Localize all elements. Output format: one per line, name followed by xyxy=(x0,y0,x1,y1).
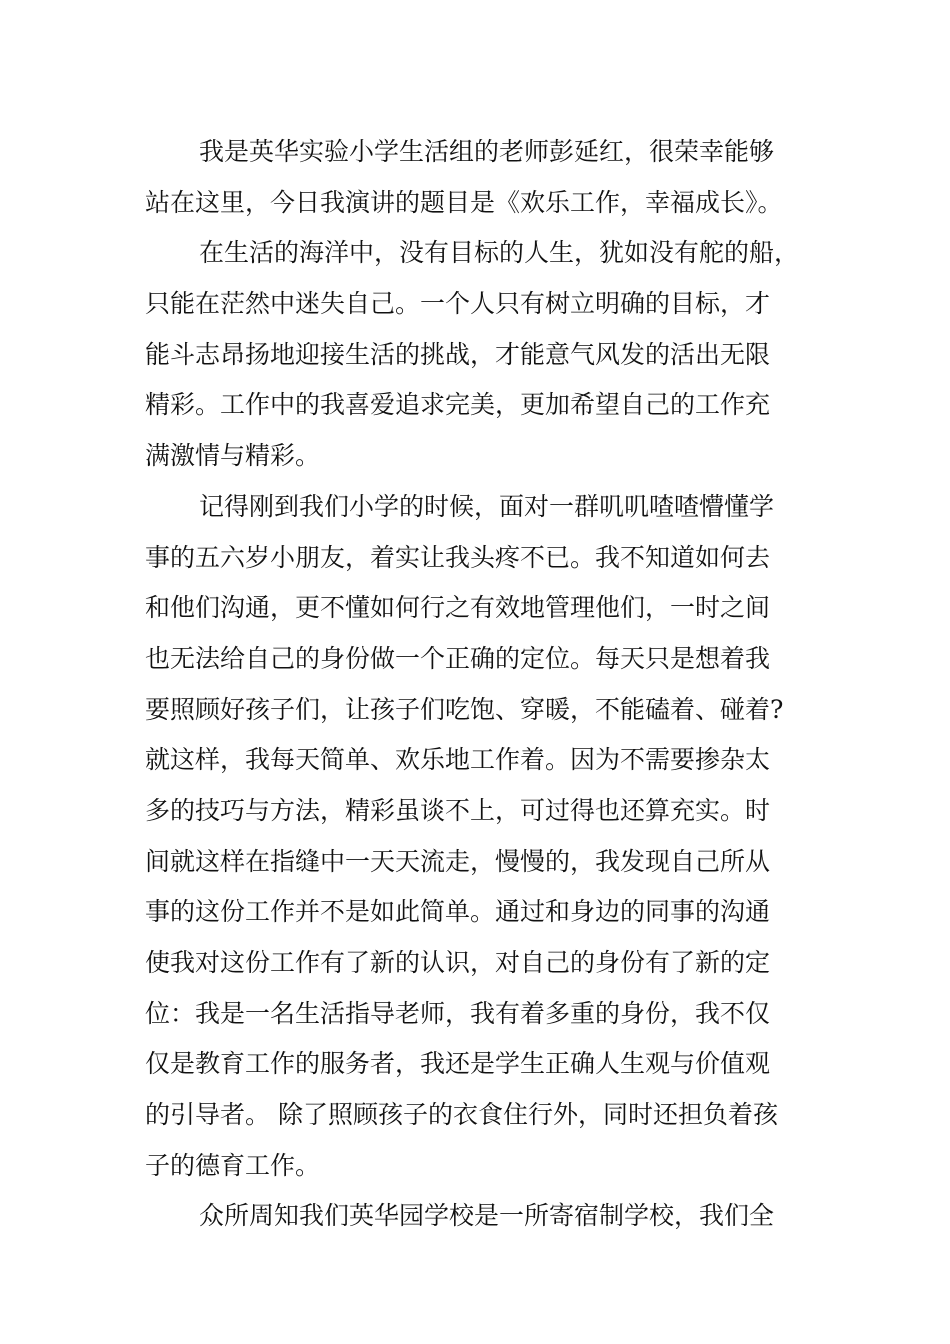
text-line: 就这样，我每天简单、欢乐地工作着。因为不需要掺杂太 xyxy=(145,745,771,775)
text-line: 仅是教育工作的服务者，我还是学生正确人生观与价值观 xyxy=(145,1049,771,1079)
text-line: 使我对这份工作有了新的认识，对自己的身份有了新的定 xyxy=(145,948,771,977)
text-line: 在生活的海洋中，没有目标的人生，犹如没有舵的船， xyxy=(199,238,800,268)
text-line: 子的德育工作。 xyxy=(145,1150,321,1180)
text-line: 多的技巧与方法，精彩虽谈不上，可过得也还算充实。时 xyxy=(145,795,771,825)
text-line: 和他们沟通，更不懂如何行之有效地管理他们，一时之间 xyxy=(145,593,771,623)
text-line: 能斗志昂扬地迎接生活的挑战，才能意气风发的活出无限 xyxy=(145,339,771,369)
text-line: 事的这份工作并不是如此简单。通过和身边的同事的沟通 xyxy=(145,897,771,927)
paragraph-1 xyxy=(145,127,825,228)
text-line: 间就这样在指缝中一天天流走，慢慢的，我发现自己所从 xyxy=(145,846,771,876)
text-line: 记得刚到我们小学的时候，面对一群叽叽喳喳懵懂学 xyxy=(199,491,775,521)
text-line: 我是英华实验小学生活组的老师彭延红，很荣幸能够 xyxy=(199,137,775,166)
text-line: 众所周知我们英华园学校是一所寄宿制学校，我们全 xyxy=(199,1201,775,1231)
text-line: 站在这里，今日我演讲的题目是《欢乐工作，幸福成长》。 xyxy=(145,187,783,217)
document-body xyxy=(145,127,825,1242)
text-line: 要照顾好孩子们，让孩子们吃饱、穿暖，不能磕着、碰着? xyxy=(145,694,784,724)
text-line: 也无法给自己的身份做一个正确的定位。每天只是想着我 xyxy=(145,643,771,673)
paragraph-4 xyxy=(145,1191,825,1242)
text-line: 事的五六岁小朋友，着实让我头疼不已。我不知道如何去 xyxy=(145,542,771,572)
text-line: 位：我是一名生活指导老师，我有着多重的身份，我不仅 xyxy=(145,998,771,1028)
paragraph-3 xyxy=(145,482,825,1192)
text-line: 的引导者。 除了照顾孩子的衣食住行外，同时还担负着孩 xyxy=(145,1100,778,1130)
text-line: 满激情与精彩。 xyxy=(145,441,321,471)
text-line: 精彩。工作中的我喜爱追求完美，更加希望自己的工作充 xyxy=(145,390,771,420)
text-line: 只能在茫然中迷失自己。一个人只有树立明确的目标，才 xyxy=(145,289,771,319)
paragraph-2 xyxy=(145,228,825,481)
